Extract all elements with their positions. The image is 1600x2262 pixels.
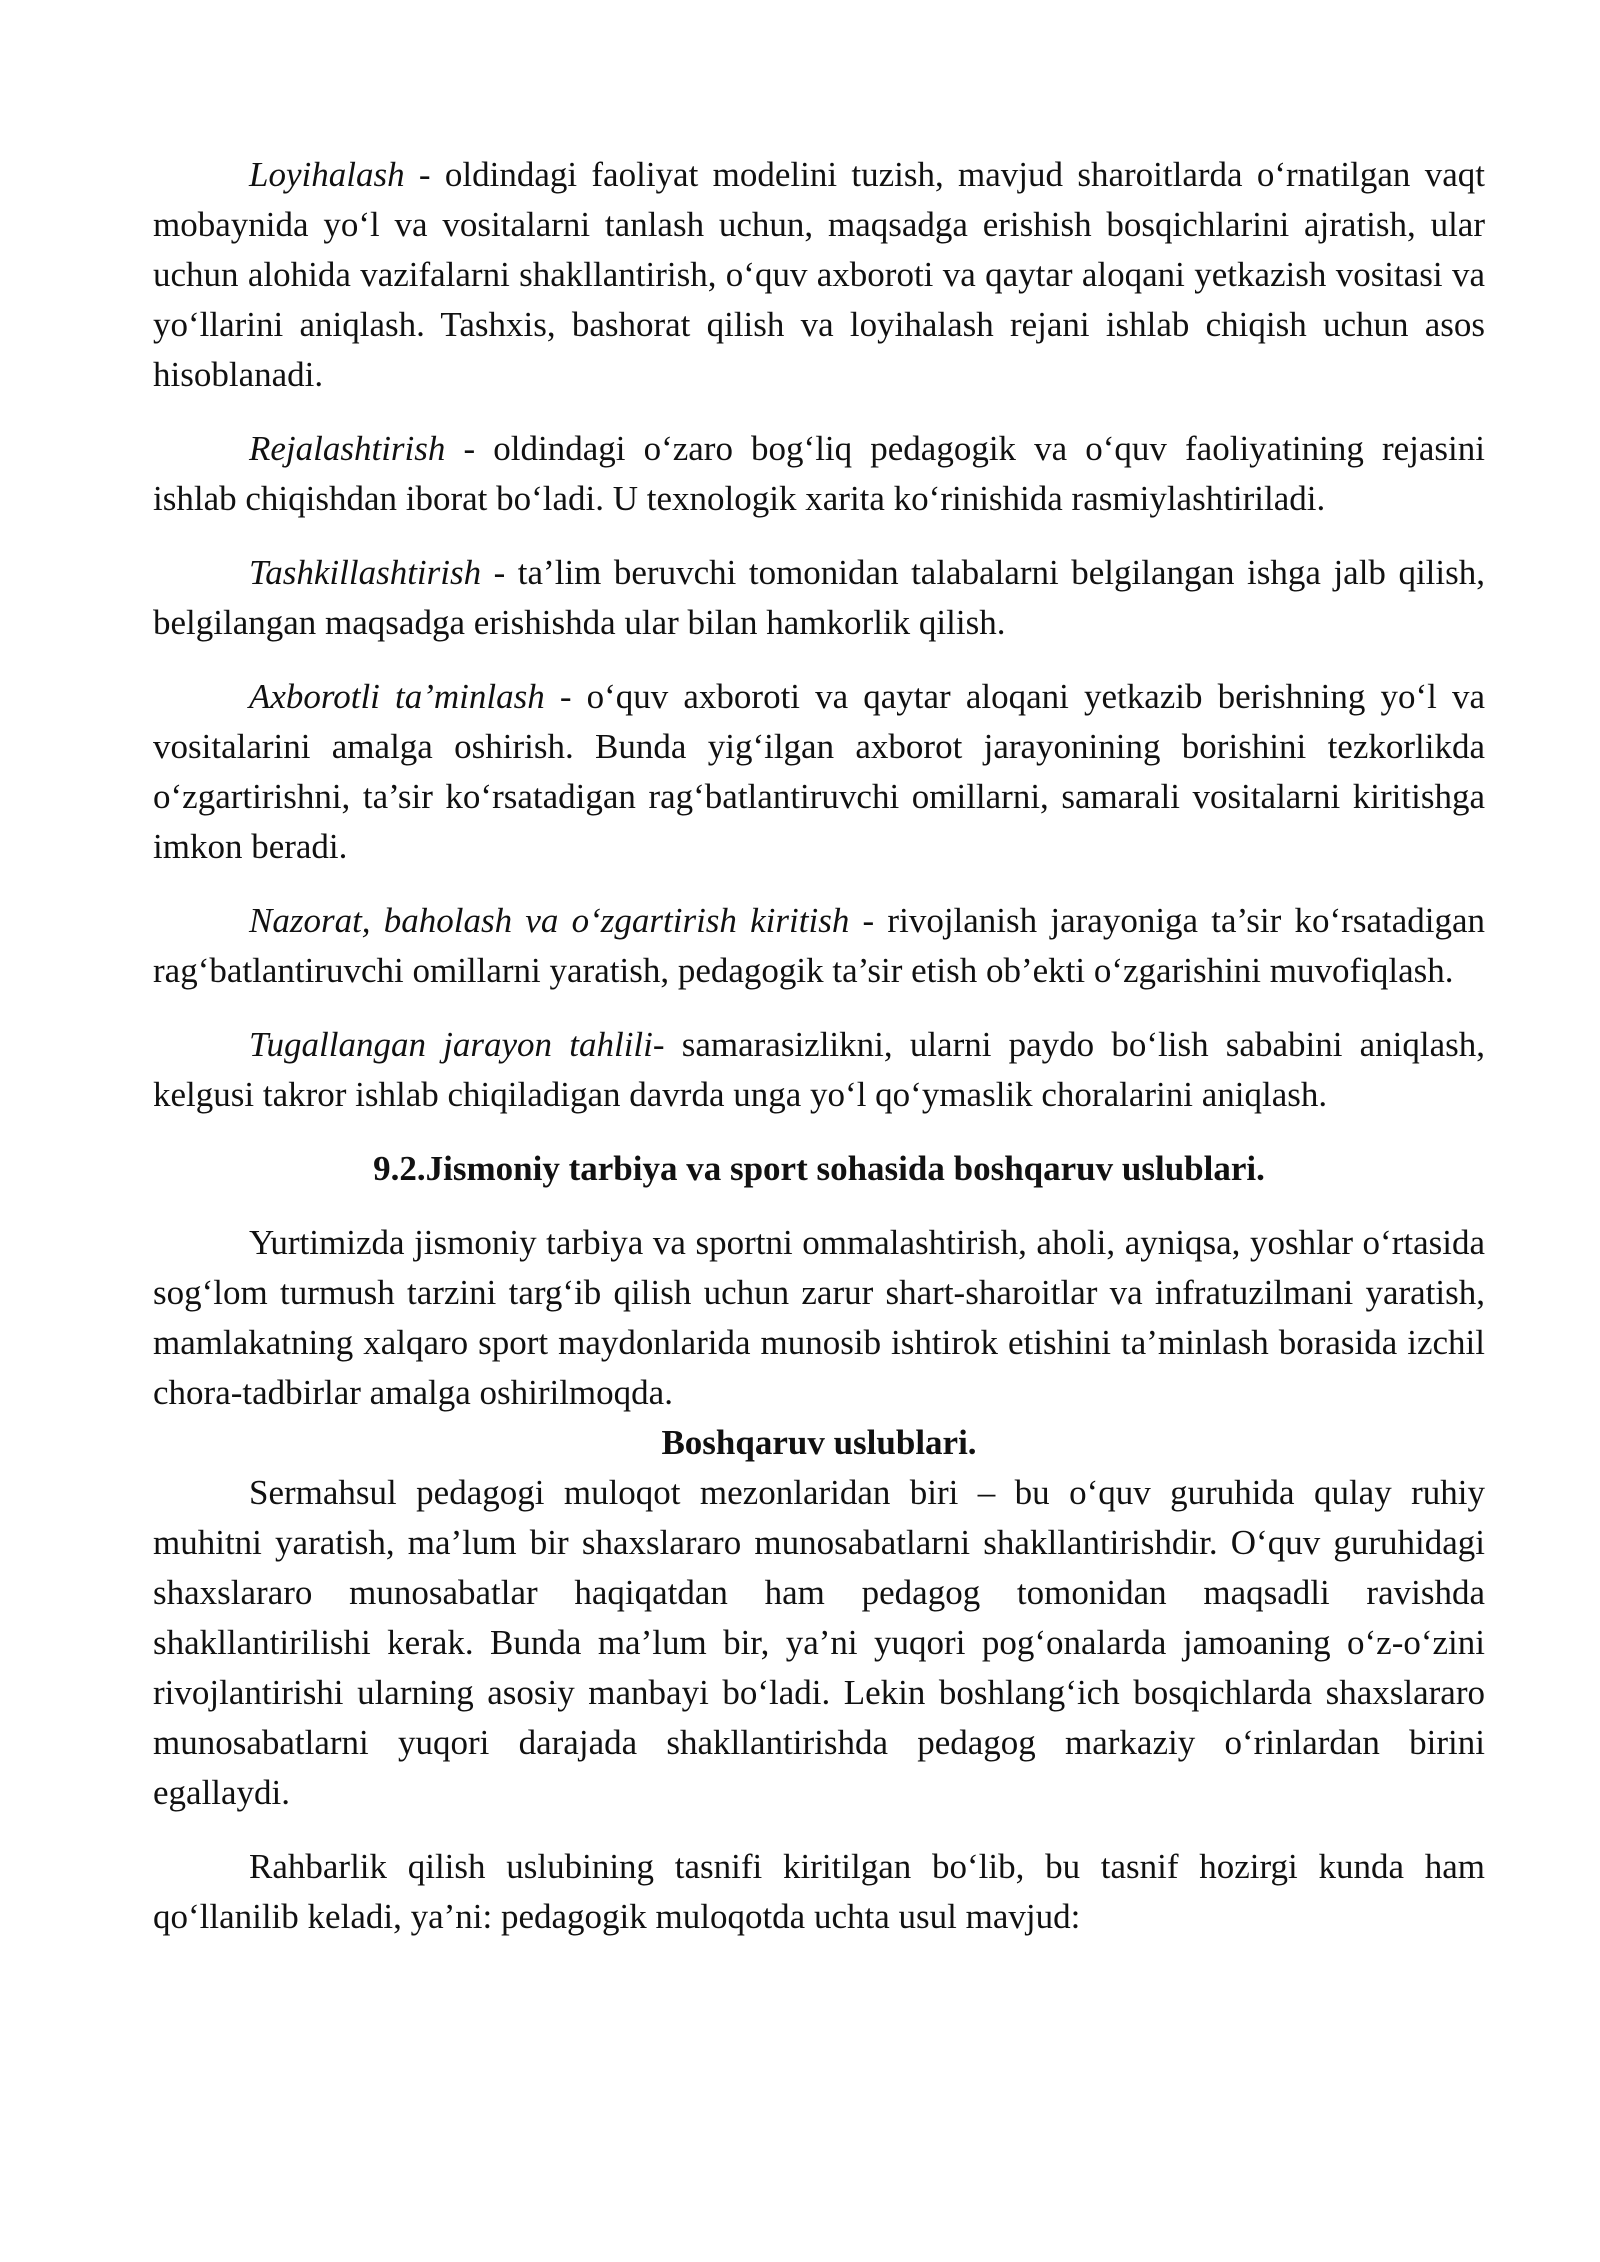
subheading: Boshqaruv uslublari.: [661, 1423, 977, 1462]
definition-text: - rivojlanish jarayoniga ta’sir ko‘rsatadigan rag‘batlantiruvchi omillarni yaratish, pedagogik ta’sir etish ob’ekti o‘zgarishini muvofiqlash.: [153, 901, 1485, 990]
definition-text: - ta’lim beruvchi tomonidan talabalarni belgilangan ishga jalb qilish, belgilangan maqsadga erishishda ular bilan hamkorlik qilish.: [153, 553, 1485, 642]
definition-paragraph-tashkillashtirish: [153, 548, 1485, 648]
section-intro-paragraph: Yurtimizda jismoniy tarbiya va sportni ommalashtirish, aholi, ayniqsa, yoshlar o‘rtasida sog‘lom turmush tarzini targ‘ib qilish uchun zarur shart-sharoitlar va infratuzilmani yaratish, mamlakatning xalqaro sport maydonlarida munosib ishtirok etishini ta’minlash borasida izchil chora-tadbirlar amalga oshirilmoqda.: [153, 1223, 1485, 1412]
body-paragraph: Sermahsul pedagogi muloqot mezonlaridan biri – bu o‘quv guruhida qulay ruhiy muhitni yaratish, ma’lum bir shaxslararo munosabatlarni shakllantirishdir. O‘quv guruhidagi shaxslararo munosabatlar haqiqatdan ham pedagog tomonidan maqsadli ravishda shakllantirilishi kerak. Bunda ma’lum bir, ya’ni yuqori pog‘onalarda jamoaning o‘z-o‘zini rivojlantirishi ularning asosiy manbayi bo‘ladi. Lekin boshlang‘ich bosqichlarda shaxslararo munosabatlarni yuqori darajada shakllantirishda pedagog markaziy o‘rinlardan birini egallaydi.: [153, 1473, 1485, 1812]
definition-text: - oldindagi faoliyat modelini tuzish, mavjud sharoitlarda o‘rnatilgan vaqt mobaynida yo‘l va vositalarni tanlash uchun, maqsadga erishish bosqichlarini ajratish, ular uchun alohida vazifalarni shakllantirish, o‘quv axboroti va qaytar aloqani yetkazish vositasi va yo‘llarini aniqlash. Tashxis, bashorat qilish va loyihalash rejani ishlab chiqish uchun asos hisoblanadi.: [153, 155, 1485, 394]
document-page: [153, 150, 1485, 1942]
definition-paragraph-axborotli-taminlash: [153, 672, 1485, 872]
term-nazorat: Nazorat, baholash va o‘zgartirish kiritish: [249, 901, 850, 940]
term-loyihalash: Loyihalash: [249, 155, 405, 194]
definition-paragraph-nazorat: [153, 896, 1485, 996]
definition-text: - oldindagi o‘zaro bog‘liq pedagogik va o‘quv faoliyatining rejasini ishlab chiqishdan iborat bo‘ladi. U texnologik xarita ko‘rinishida rasmiylashtiriladi.: [153, 429, 1485, 518]
term-axborotli-taminlash: Axborotli ta’minlash: [249, 677, 545, 716]
term-rejalashtirish: Rejalashtirish: [249, 429, 446, 468]
definition-paragraph-loyihalash: [153, 150, 1485, 400]
definition-paragraph-rejalashtirish: [153, 424, 1485, 524]
term-tugallangan-jarayon: Tugallangan jarayon tahlili: [249, 1025, 653, 1064]
term-tashkillashtirish: Tashkillashtirish: [249, 553, 482, 592]
definition-text: - samarasizlikni, ularni paydo bo‘lish sababini aniqlash, kelgusi takror ishlab chiqiladigan davrda unga yo‘l qo‘ymaslik choralarini aniqlash.: [153, 1025, 1486, 1114]
definition-text: - o‘quv axboroti va qaytar aloqani yetkazib berishning yo‘l va vositalarini amalga oshirish. Bunda yig‘ilgan axborot jarayonining borishini tezkorlikda o‘zgartirishni, ta’sir ko‘rsatadigan rag‘batlantiruvchi omillarni, samarali vositalarni kiritishga imkon beradi.: [153, 677, 1485, 866]
definition-paragraph-tugallangan-jarayon: [153, 1020, 1485, 1120]
section-heading: 9.2.Jismoniy tarbiya va sport sohasida boshqaruv uslublari.: [373, 1149, 1265, 1188]
body-paragraph: Rahbarlik qilish uslubining tasnifi kiritilgan bo‘lib, bu tasnif hozirgi kunda ham qo‘llanilib keladi, ya’ni: pedagogik muloqotda uchta usul mavjud:: [153, 1847, 1485, 1936]
